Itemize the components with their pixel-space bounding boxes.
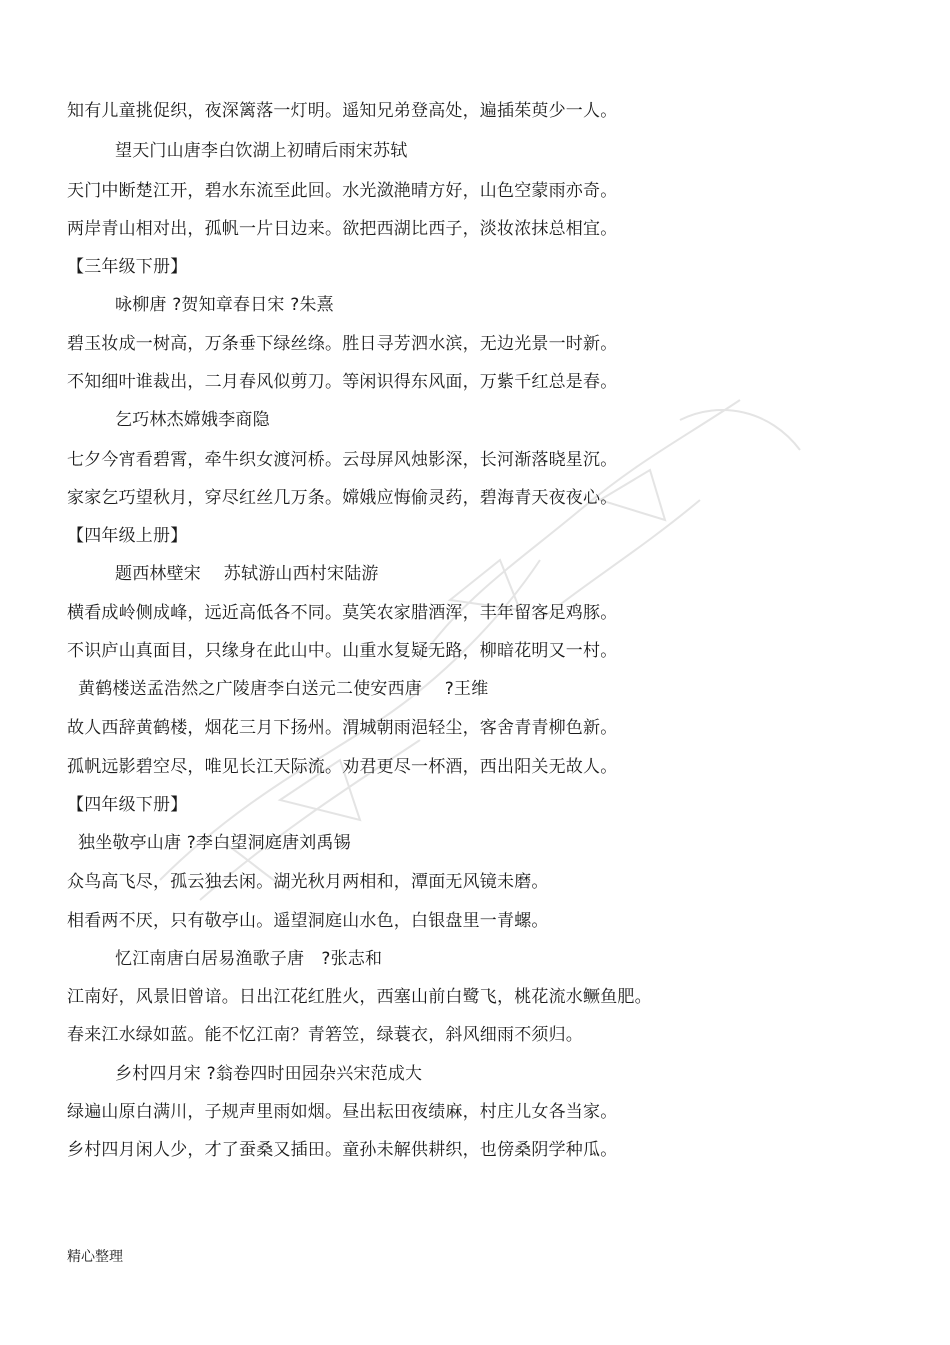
poem-line: 相看两不厌，只有敬亭山。遥望洞庭山水色，白银盘里一青螺。 xyxy=(67,911,549,931)
poem-title: 望天门山唐李白饮湖上初晴后雨宋苏轼 xyxy=(115,141,408,161)
poem-line: 不识庐山真面目，只缘身在此山中。山重水复疑无路，柳暗花明又一村。 xyxy=(67,641,618,661)
poem-line: 横看成岭侧成峰，远近高低各不同。莫笑农家腊酒浑，丰年留客足鸡豚。 xyxy=(67,603,618,623)
section-heading: 【四年级上册】 xyxy=(67,526,188,546)
poem-title: 黄鹤楼送孟浩然之广陵唐李白送元二使安西唐 ?王维 xyxy=(78,679,489,699)
page-footer: 精心整理 xyxy=(67,1249,123,1265)
poem-title: 乡村四月宋 ?翁卷四时田园杂兴宋范成大 xyxy=(115,1064,423,1084)
poem-line: 知有儿童挑促织，夜深篱落一灯明。遥知兄弟登高处，遍插茱萸少一人。 xyxy=(67,101,618,121)
poem-title: 题西林壁宋 苏轼游山西村宋陆游 xyxy=(115,564,379,584)
poem-line: 江南好，风景旧曾谙。日出江花红胜火，西塞山前白鹭飞，桃花流水鳜鱼肥。 xyxy=(67,987,652,1007)
poem-line: 绿遍山原白满川，子规声里雨如烟。昼出耘田夜绩麻，村庄儿女各当家。 xyxy=(67,1102,618,1122)
poem-line: 天门中断楚江开，碧水东流至此回。水光潋滟晴方好，山色空蒙雨亦奇。 xyxy=(67,181,618,201)
poem-line: 乡村四月闲人少，才了蚕桑又插田。童孙未解供耕织，也傍桑阴学种瓜。 xyxy=(67,1140,618,1160)
poem-line: 七夕今宵看碧霄，牵牛织女渡河桥。云母屏风烛影深，长河渐落晓星沉。 xyxy=(67,450,618,470)
section-heading: 【四年级下册】 xyxy=(67,795,188,815)
poem-line: 家家乞巧望秋月，穿尽红丝几万条。嫦娥应悔偷灵药，碧海青天夜夜心。 xyxy=(67,488,618,508)
poem-line: 故人西辞黄鹤楼，烟花三月下扬州。渭城朝雨浥轻尘，客舍青青柳色新。 xyxy=(67,718,618,738)
poem-line: 两岸青山相对出，孤帆一片日边来。欲把西湖比西子，淡妆浓抹总相宜。 xyxy=(67,219,618,239)
poem-line: 众鸟高飞尽，孤云独去闲。湖光秋月两相和，潭面无风镜未磨。 xyxy=(67,872,549,892)
poem-line: 不知细叶谁裁出，二月春风似剪刀。等闲识得东风面，万紫千红总是春。 xyxy=(67,372,618,392)
poem-title: 乞巧林杰嫦娥李商隐 xyxy=(115,410,270,430)
poem-title: 咏柳唐 ?贺知章春日宋 ?朱熹 xyxy=(115,295,334,315)
section-heading: 【三年级下册】 xyxy=(67,257,188,277)
poem-line: 春来江水绿如蓝。能不忆江南？青箬笠，绿蓑衣，斜风细雨不须归。 xyxy=(67,1025,583,1045)
poem-title: 忆江南唐白居易渔歌子唐 ?张志和 xyxy=(115,949,383,969)
poem-line: 孤帆远影碧空尽，唯见长江天际流。劝君更尽一杯酒，西出阳关无故人。 xyxy=(67,757,618,777)
poem-title: 独坐敬亭山唐 ?李白望洞庭唐刘禹锡 xyxy=(78,833,351,853)
poem-line: 碧玉妆成一树高，万条垂下绿丝绦。胜日寻芳泗水滨，无边光景一时新。 xyxy=(67,334,618,354)
